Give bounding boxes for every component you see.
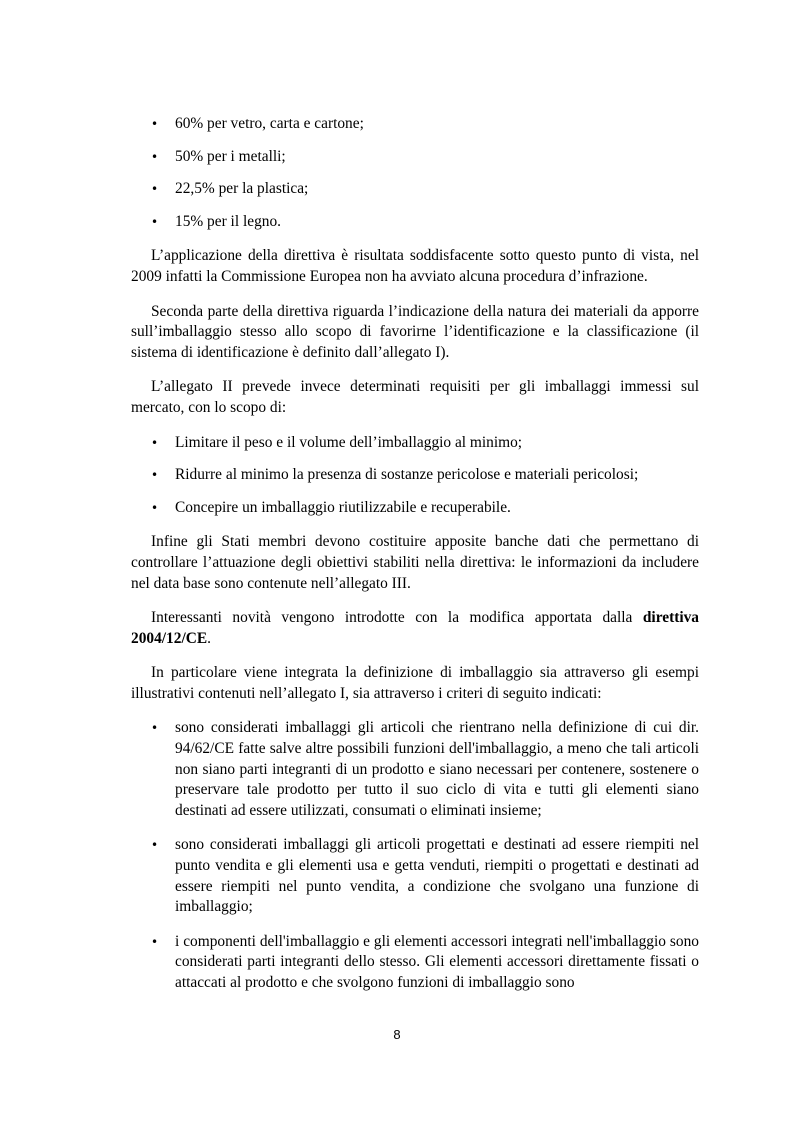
list-item: • 60% per vetro, carta e cartone; (131, 114, 699, 135)
bullet-icon: • (151, 838, 159, 853)
document-body (131, 114, 699, 994)
targets-list (131, 114, 699, 232)
bullet-icon: • (151, 214, 159, 229)
bullet-icon: • (151, 468, 159, 483)
paragraph-materials: Seconda parte della direttiva riguarda l’indicazione della natura dei materiali da apporre sull’imballaggio stesso allo scopo di favorirne l’identificazione e la classificazione (il sistema di identificazione è definito dall’allegato I). (131, 302, 699, 361)
paragraph-annex-ii: L’allegato II prevede invece determinati requisiti per gli imballaggi immessi sul mercato, con lo scopo di: (131, 378, 699, 416)
list-item: • 50% per i metalli; (131, 147, 699, 168)
directive-reference: direttiva 2004/12/CE (131, 609, 699, 647)
bullet-icon: • (151, 934, 159, 949)
list-item: • i componenti dell'imballaggio e gli elementi accessori integrati nell'imballaggio sono considerati parti integranti dello stesso. Gli elementi accessori direttamente fissati o attaccati al prodotto e che svolgono funzioni di imballaggio sono (151, 932, 699, 991)
bullet-icon: • (151, 500, 159, 515)
bullet-icon: • (151, 435, 159, 450)
list-item: • 22,5% per la plastica; (131, 179, 699, 200)
page-number: 8 (393, 1027, 401, 1042)
list-item: • Concepire un imballaggio riutilizzabile e recuperabile. (131, 498, 699, 519)
list-item: • Limitare il peso e il volume dell’imballaggio al minimo; (131, 433, 699, 454)
paragraph-databases: Infine gli Stati membri devono costituire apposite banche dati che permettano di controllare l’attuazione degli obiettivi stabiliti nella direttiva: le informazioni da includere nel data base sono contenute nell’allegato III. (131, 533, 699, 592)
list-item: • sono considerati imballaggi gli articoli che rientrano nella definizione di cui dir. 94/62/CE fatte salve altre possibili funzioni dell'imballaggio, a meno che tali articoli non siano parti integranti di un prodotto e siano necessari per contenere, sostenere o preservare tale prodotto per tutto il suo ciclo di vita e tutti gli elementi siano destinati ad essere utilizzati, consumati o eliminati insieme; (151, 719, 699, 819)
bullet-icon: • (151, 721, 159, 736)
list-item: • sono considerati imballaggi gli articoli progettati e destinati ad essere riempiti nel punto vendita e gli elementi usa e getta venduti, riempiti o progettati e destinati ad essere riempiti nel punto vendita, a condizione che svolgano una funzione di imballaggio; (151, 836, 699, 916)
paragraph-novelties: Interessanti novità vengono introdotte con la modifica apportata dalla direttiva 2004/12/CE. (131, 609, 699, 647)
list-item: • Ridurre al minimo la presenza di sostanze pericolose e materiali pericolosi; (131, 465, 699, 486)
bullet-icon: • (151, 182, 159, 197)
list-item: • 15% per il legno. (131, 212, 699, 233)
requirements-list (131, 433, 699, 519)
paragraph-application: L’applicazione della direttiva è risultata soddisfacente sotto questo punto di vista, nel 2009 infatti la Commissione Europea non ha avviato alcuna procedura d’infrazione. (131, 247, 699, 285)
bullet-icon: • (151, 149, 159, 164)
criteria-list (131, 718, 699, 993)
paragraph-definition: In particolare viene integrata la definizione di imballaggio sia attraverso gli esempi illustrativi contenuti nell’allegato I, sia attraverso i criteri di seguito indicati: (131, 664, 699, 702)
bullet-icon: • (151, 117, 159, 131)
